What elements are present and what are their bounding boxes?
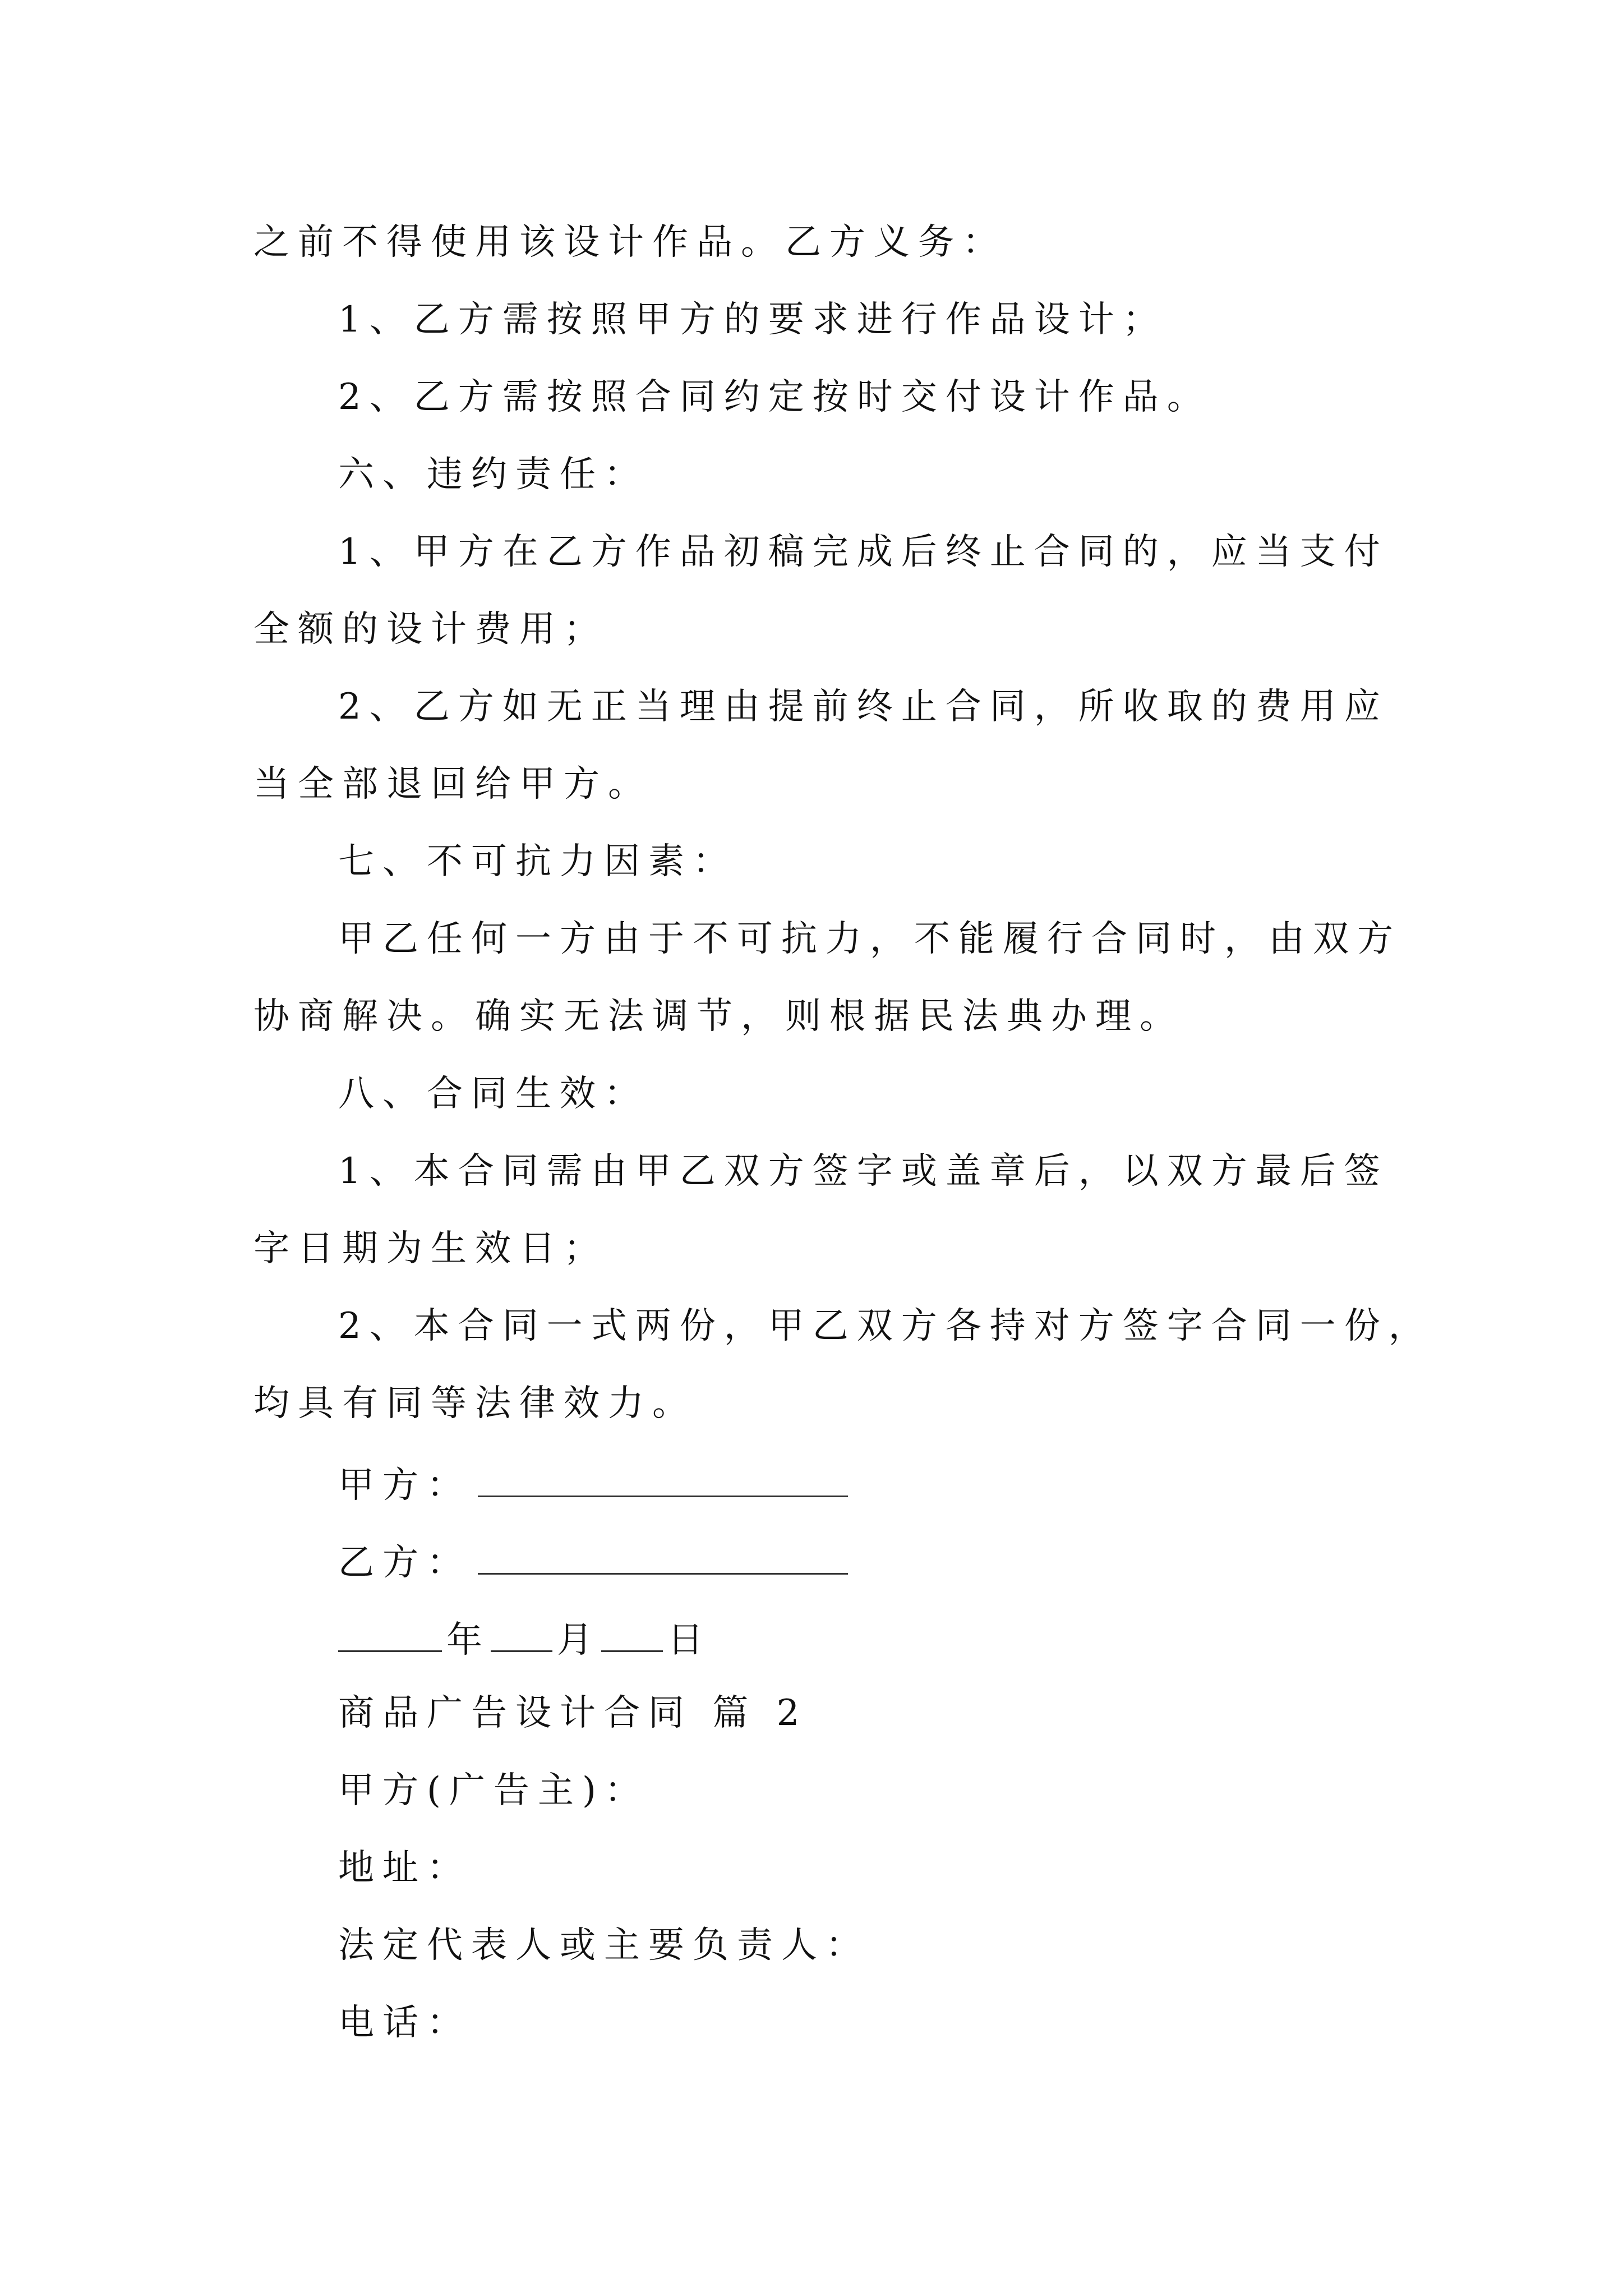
paragraph-line: 字日期为生效日； <box>253 1228 608 1269</box>
paragraph-line: 2、本合同一式两份，甲乙双方各持对方签字合同一份， <box>338 1305 1433 1347</box>
section-heading: 七、不可抗力因素： <box>338 841 737 882</box>
party-a-label: 甲方： <box>338 1465 471 1506</box>
party-b-label: 乙方： <box>338 1542 471 1584</box>
party-a-field: 甲方(广告主)： <box>338 1770 649 1811</box>
paragraph-line: 2、乙方需按照合同约定按时交付设计作品。 <box>338 376 1211 418</box>
party-b-blank <box>478 1540 848 1575</box>
paragraph-line: 均具有同等法律效力。 <box>253 1383 697 1424</box>
paragraph-line: 甲乙任何一方由于不可抗力，不能履行合同时，由双方 <box>338 918 1401 960</box>
month-blank <box>491 1618 552 1652</box>
date-line <box>338 1618 712 1661</box>
year-blank <box>338 1618 442 1652</box>
year-label: 年 <box>446 1619 491 1661</box>
paragraph-line: 2、乙方如无正当理由提前终止合同，所收取的费用应 <box>338 686 1389 728</box>
party-a-blank <box>478 1463 848 1497</box>
paragraph-line: 当全部退回给甲方。 <box>253 763 652 805</box>
paragraph-line: 1、本合同需由甲乙双方签字或盖章后，以双方最后签 <box>338 1151 1389 1192</box>
section-title: 商品广告设计合同 篇 2 <box>338 1692 808 1734</box>
day-blank <box>601 1618 663 1652</box>
paragraph-line: 协商解决。确实无法调节，则根据民法典办理。 <box>253 996 1184 1037</box>
month-label: 月 <box>557 1619 601 1661</box>
day-label: 日 <box>667 1619 712 1661</box>
representative-field: 法定代表人或主要负责人： <box>338 1925 870 1966</box>
address-field: 地址： <box>338 1847 471 1889</box>
party-b-signature <box>338 1540 848 1584</box>
phone-field: 电话： <box>338 2002 471 2044</box>
section-heading: 八、合同生效： <box>338 1073 648 1115</box>
party-a-signature <box>338 1463 848 1506</box>
paragraph-line: 之前不得使用该设计作品。乙方义务： <box>253 222 1007 263</box>
paragraph-line: 全额的设计费用； <box>253 609 608 650</box>
section-heading: 六、违约责任： <box>338 454 648 495</box>
paragraph-line: 1、甲方在乙方作品初稿完成后终止合同的，应当支付 <box>338 531 1389 573</box>
paragraph-line: 1、乙方需按照甲方的要求进行作品设计； <box>338 299 1167 341</box>
